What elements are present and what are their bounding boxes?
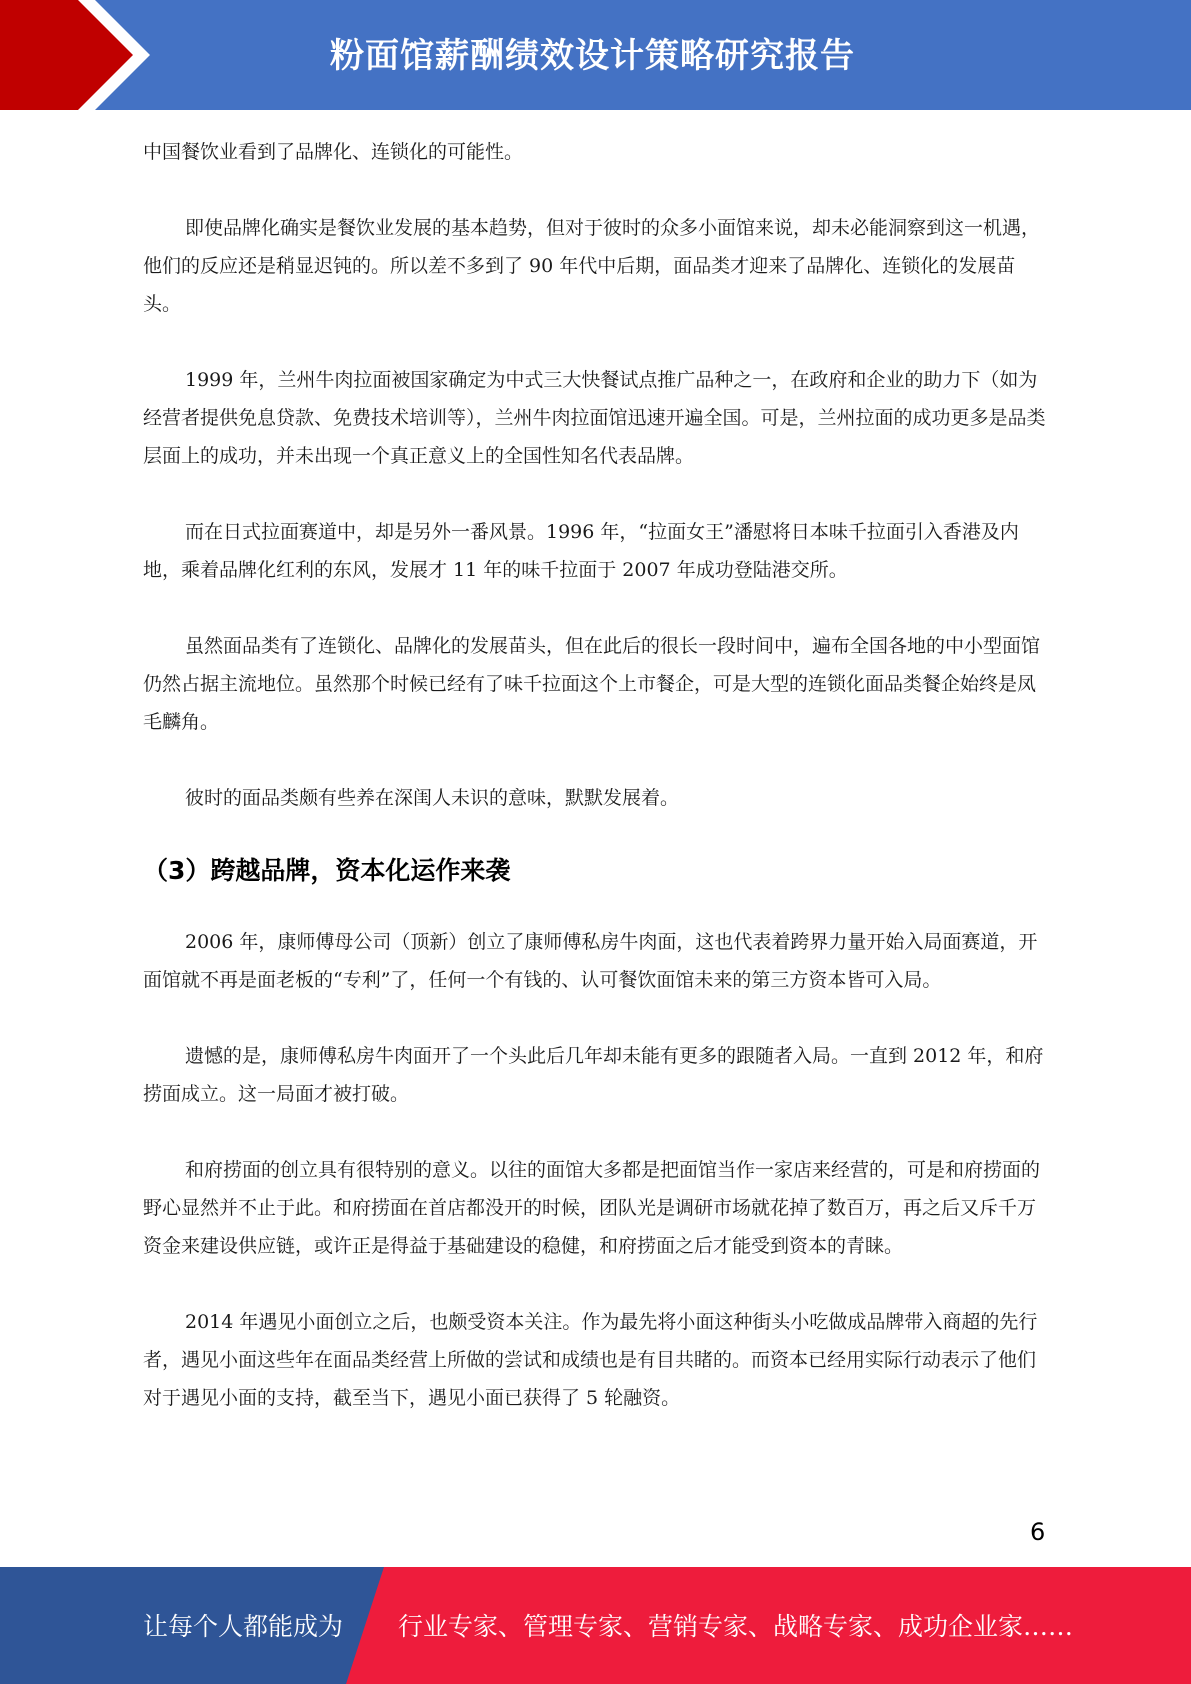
document-body xyxy=(143,133,1048,1455)
footer-slogan-left: 让每个人都能成为 xyxy=(143,1612,344,1641)
report-title: 粉面馆薪酬绩效设计策略研究报告 xyxy=(330,36,855,76)
section-heading: （3）跨越品牌，资本化运作来袭 xyxy=(143,856,511,885)
paragraph-9: 和府捞面的创立具有很特别的意义。以往的面馆大多都是把面馆当作一家店来经营的，可是和府捞面的野心显然并不止于此。和府捞面在首店都没开的时候，团队光是调研市场就花掉了数百万，再之后又斥千万资金来建设供应链，或许正是得益于基础建设的稳健，和府捞面之后才能受到资本的青睐。 xyxy=(143,1159,1041,1257)
page-number: 6 xyxy=(1030,1518,1046,1546)
paragraph-1: 中国餐饮业看到了品牌化、连锁化的可能性。 xyxy=(143,141,524,163)
header-arrow-red xyxy=(0,0,133,110)
paragraph-10: 2014 年遇见小面创立之后，也颇受资本关注。作为最先将小面这种街头小吃做成品牌带入商超的先行者，遇见小面这些年在面品类经营上所做的尝试和成绩也是有目共睹的。而资本已经用实际行动表示了他们对于遇见小面的支持，截至当下，遇见小面已获得了 5 轮融资。 xyxy=(143,1311,1038,1409)
paragraph-6: 彼时的面品类颇有些养在深闺人未识的意味，默默发展着。 xyxy=(185,787,680,809)
paragraph-8: 遗憾的是，康师傅私房牛肉面开了一个头此后几年却未能有更多的跟随者入局。一直到 2012 年，和府捞面成立。这一局面才被打破。 xyxy=(143,1045,1044,1105)
paragraph-2: 即使品牌化确实是餐饮业发展的基本趋势，但对于彼时的众多小面馆来说，却未必能洞察到这一机遇，他们的反应还是稍显迟钝的。所以差不多到了 90 年代中后期，面品类才迎来了品牌化、连锁化的发展苗头。 xyxy=(143,217,1041,315)
page-header xyxy=(0,0,1191,110)
paragraph-4: 而在日式拉面赛道中，却是另外一番风景。1996 年，“拉面女王”潘慰将日本味千拉面引入香港及内地，乘着品牌化红利的东风，发展才 11 年的味千拉面于 2007 年成功登陆港交所。 xyxy=(143,521,1019,581)
paragraph-5: 虽然面品类有了连锁化、品牌化的发展苗头，但在此后的很长一段时间中，遍布全国各地的中小型面馆仍然占据主流地位。虽然那个时候已经有了味千拉面这个上市餐企，可是大型的连锁化面品类餐企始终是凤毛麟角。 xyxy=(143,635,1041,733)
paragraph-7: 2006 年，康师傅母公司（顶新）创立了康师傅私房牛肉面，这也代表着跨界力量开始入局面赛道，开面馆就不再是面老板的“专利”了，任何一个有钱的、认可餐饮面馆未来的第三方资本皆可入局。 xyxy=(143,931,1038,991)
footer-slogan-right: 行业专家、管理专家、营销专家、战略专家、成功企业家…… xyxy=(398,1612,1074,1641)
paragraph-3: 1999 年，兰州牛肉拉面被国家确定为中式三大快餐试点推广品种之一，在政府和企业的助力下（如为经营者提供免息贷款、免费技术培训等），兰州牛肉拉面馆迅速开遍全国。可是，兰州拉面的成功更多是品类层面上的成功，并未出现一个真正意义上的全国性知名代表品牌。 xyxy=(143,369,1046,467)
page-footer xyxy=(0,1567,1191,1684)
